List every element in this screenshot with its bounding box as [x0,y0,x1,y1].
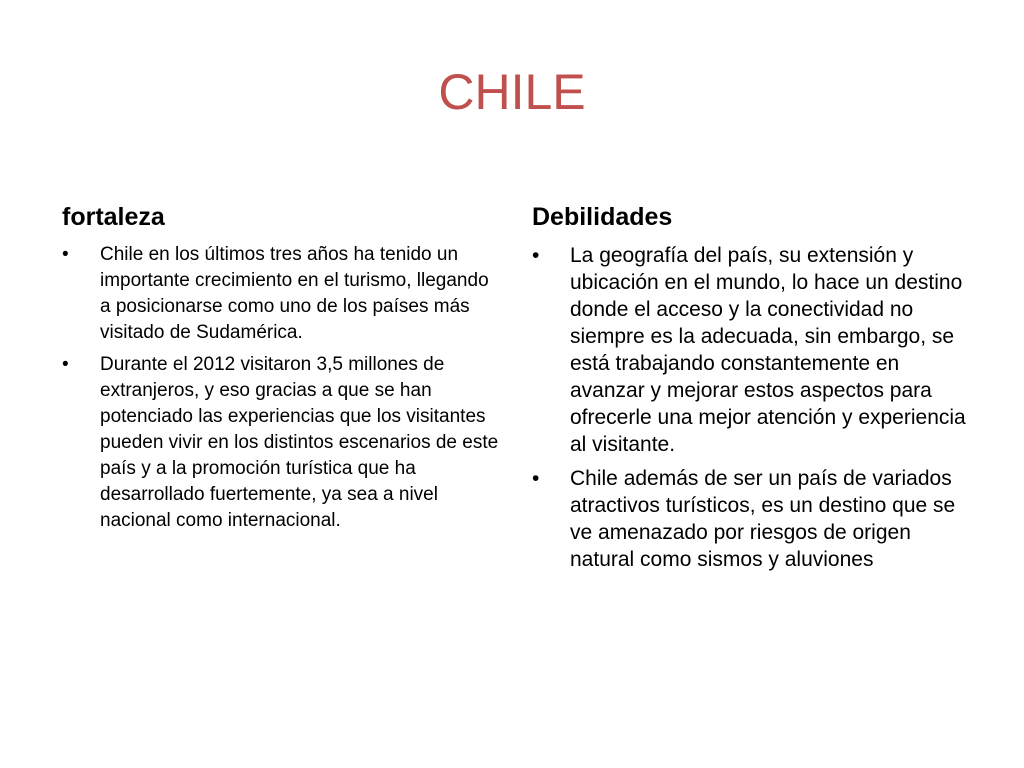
bullet-icon: • [62,244,69,265]
slide-title: CHILE [438,64,586,120]
debilidades-list [532,242,972,573]
bullet-icon: • [62,354,69,375]
list-item [62,242,502,346]
bullet-icon: • [532,244,540,267]
fortaleza-heading: fortaleza [62,203,165,231]
list-item-text: La geografía del país, su extensión y ubicación en el mundo, lo hace un destino donde el acceso y la conectividad no siempre es la adecuada, sin embargo, se está trabajando constantemente en avanzar y mejorar estos aspectos para ofrecerle una mejor atención y experiencia al visitante. [570,244,966,456]
debilidades-heading: Debilidades [532,203,673,231]
list-item [62,352,502,534]
list-item-text: Chile además de ser un país de variados atractivos turísticos, es un destino que se ve amenazado por riesgos de origen natural como sismos y aluviones [570,467,956,571]
debilidades-column [532,198,972,580]
list-item-text: Chile en los últimos tres años ha tenido un importante crecimiento en el turismo, llegando a posicionarse como uno de los países más visitado de Sudamérica. [100,244,489,343]
fortaleza-column [62,198,502,540]
list-item [532,465,972,573]
fortaleza-list [62,242,502,534]
bullet-icon: • [532,467,540,490]
list-item-text: Durante el 2012 visitaron 3,5 millones de extranjeros, y eso gracias a que se han potenciado las experiencias que los visitantes pueden vivir en los distintos escenarios de este país y a la promoción turística que ha desarrollado fuertemente, ya sea a nivel nacional como internacional. [100,354,499,531]
list-item [532,242,972,458]
